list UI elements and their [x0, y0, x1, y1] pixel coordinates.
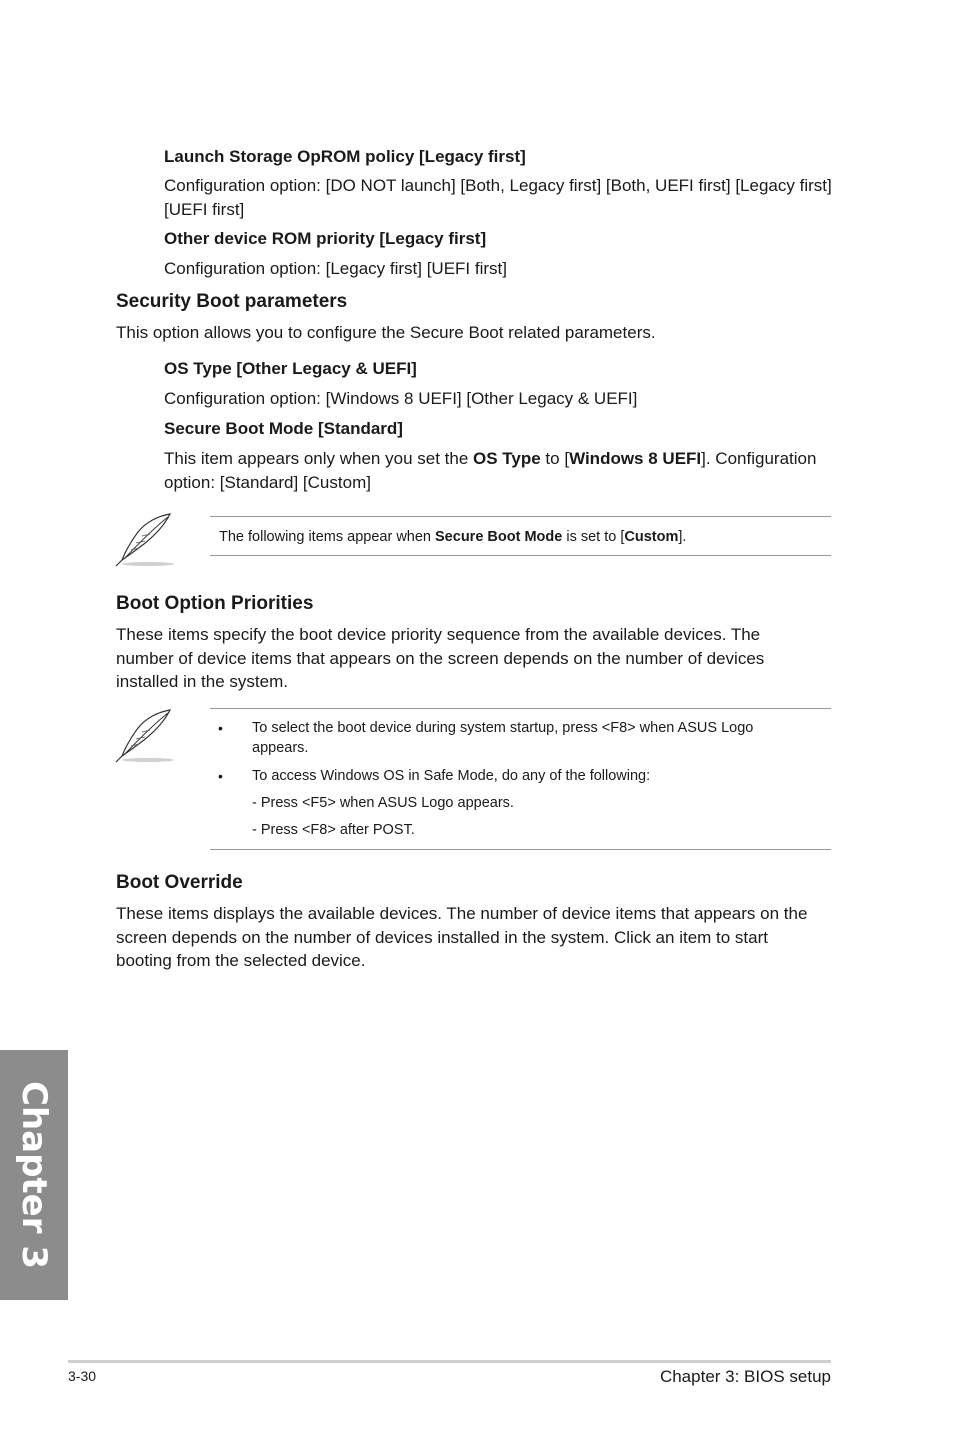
chapter-side-label: Chapter 3 [14, 1080, 54, 1270]
security-boot-heading: Security Boot parameters [116, 291, 348, 312]
note-sub-f5: - Press <F5> when ASUS Logo appears. [252, 795, 514, 811]
feather-pen-icon [112, 512, 174, 568]
note-top-rule [210, 708, 831, 709]
note-bullet-boot-device: To select the boot device during system startup, press <F8> when ASUS Logo appears. [252, 720, 754, 756]
secure-boot-mode-text: This item appears only when you set the OS Type to [Windows 8 UEFI]. Configuration option: [Standard] [Custom] [164, 449, 817, 492]
feather-pen-icon [112, 708, 174, 764]
boot-override-heading: Boot Override [116, 872, 243, 893]
launch-storage-text: Configuration option: [DO NOT launch] [Both, Legacy first] [Both, UEFI first] [Legacy first] [UEFI first] [164, 176, 832, 219]
note-bullet-safe-mode: To access Windows OS in Safe Mode, do any of the following: [252, 768, 651, 784]
secure-boot-mode-heading: Secure Boot Mode [Standard] [164, 419, 403, 438]
os-type-text: Configuration option: [Windows 8 UEFI] [Other Legacy & UEFI] [164, 389, 638, 408]
security-boot-text: This option allows you to configure the Secure Boot related parameters. [116, 323, 656, 342]
other-device-text: Configuration option: [Legacy first] [UEFI first] [164, 259, 507, 278]
chapter-side-tab [0, 1050, 68, 1300]
bullet-marker: • [218, 768, 223, 784]
note-secure-boot-text: The following items appear when Secure Boot Mode is set to [Custom]. [219, 529, 687, 545]
note-bottom-rule [210, 555, 831, 556]
other-device-heading: Other device ROM priority [Legacy first] [164, 229, 487, 248]
footer-rule [68, 1360, 831, 1363]
boot-option-heading: Boot Option Priorities [116, 593, 314, 614]
boot-option-text: These items specify the boot device priority sequence from the available devices. The number of device items that appears on the screen depends on the number of devices installed in the system. [116, 625, 765, 691]
boot-override-text: These items displays the available devices. The number of device items that appears on the screen depends on the number of devices installed in the system. Click an item to start booting from the selected device. [116, 904, 808, 970]
footer-page-number: 3-30 [68, 1368, 97, 1384]
footer-chapter-title: Chapter 3: BIOS setup [659, 1367, 831, 1386]
os-type-heading: OS Type [Other Legacy & UEFI] [164, 359, 417, 378]
note-bottom-rule [210, 849, 831, 850]
note-top-rule [210, 516, 831, 517]
launch-storage-heading: Launch Storage OpROM policy [Legacy first] [164, 147, 526, 166]
bullet-marker: • [218, 720, 223, 736]
note-sub-f8: - Press <F8> after POST. [252, 822, 415, 838]
